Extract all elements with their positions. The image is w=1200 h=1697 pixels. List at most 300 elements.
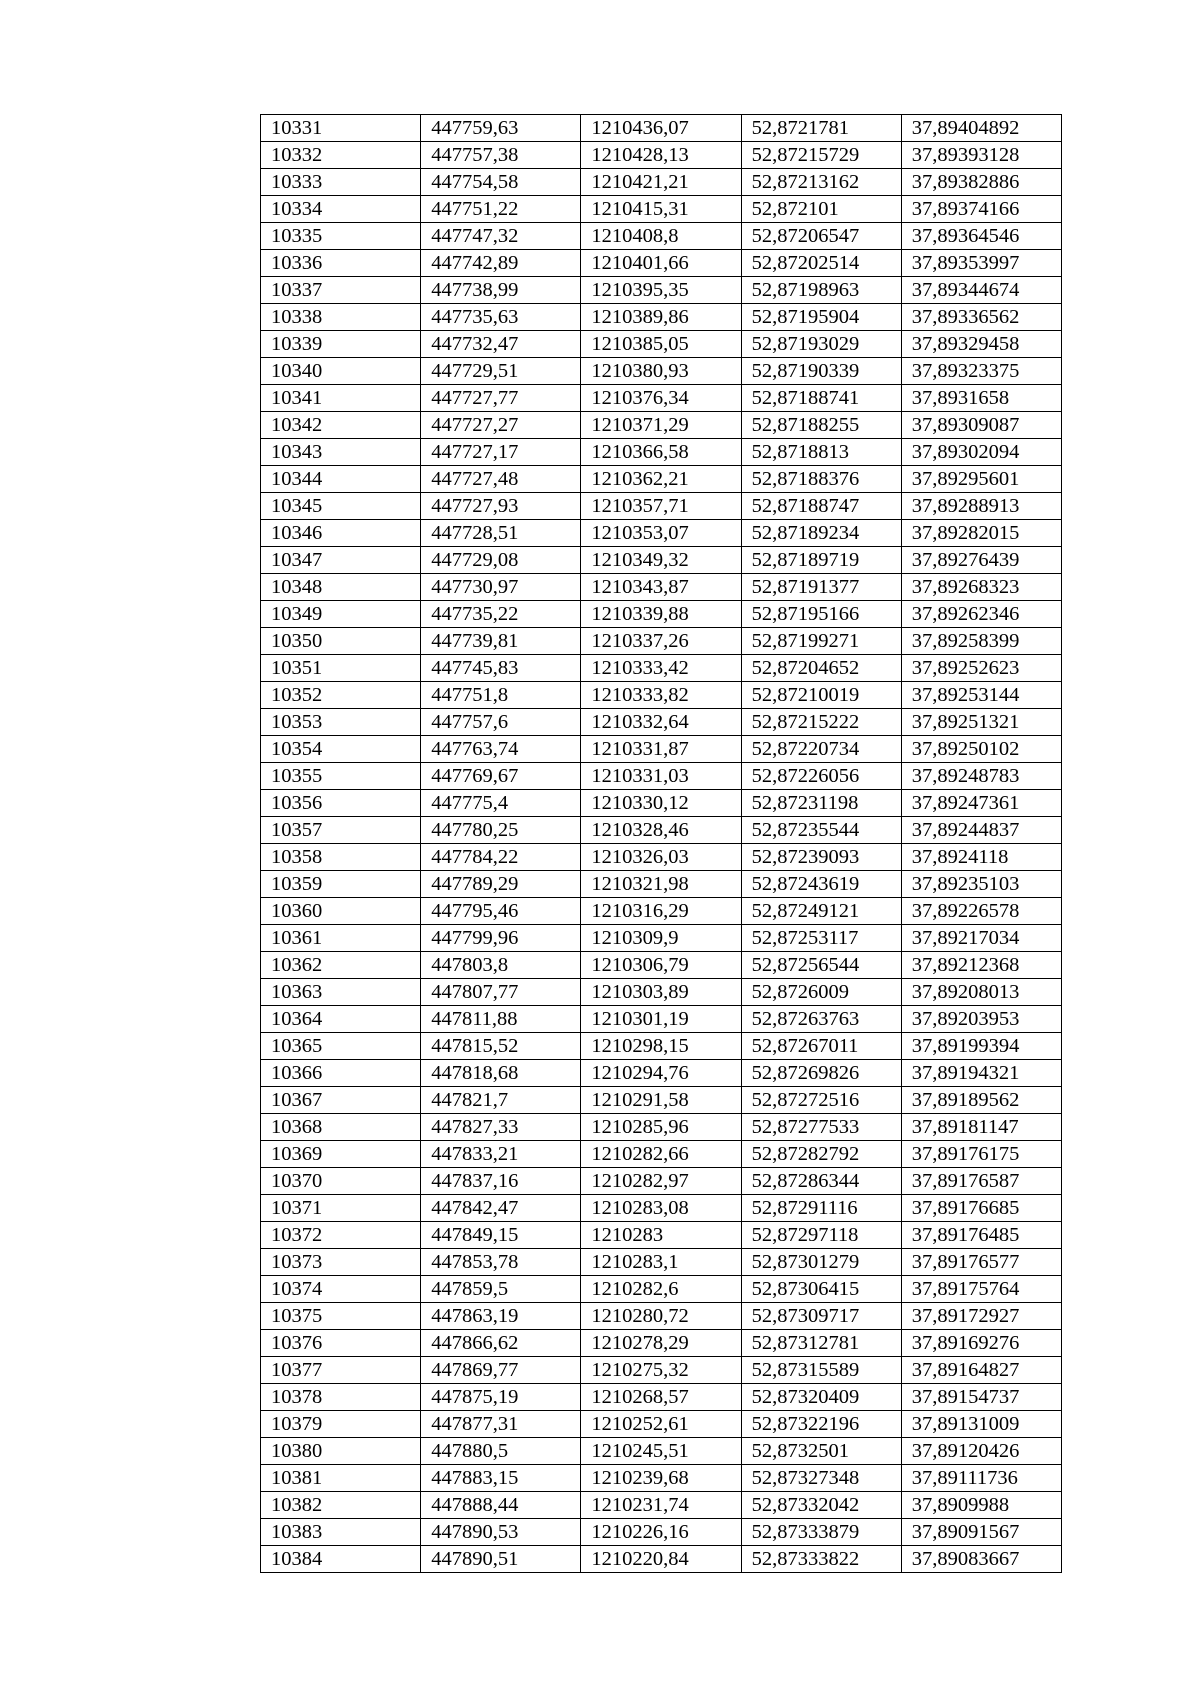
table-row: [261, 1411, 1062, 1438]
longitude-cell: 37,89323375: [901, 358, 1061, 385]
longitude-cell: 37,89288913: [901, 493, 1061, 520]
latitude-cell: 52,87263763: [741, 1006, 901, 1033]
coord-y-cell: 1210298,15: [581, 1033, 741, 1060]
latitude-cell: 52,87193029: [741, 331, 901, 358]
point-number-cell: 10369: [261, 1141, 421, 1168]
coord-y-cell: 1210385,05: [581, 331, 741, 358]
point-number-cell: 10380: [261, 1438, 421, 1465]
table-row: [261, 1222, 1062, 1249]
latitude-cell: 52,8721781: [741, 115, 901, 142]
coord-x-cell: 447780,25: [421, 817, 581, 844]
coord-y-cell: 1210401,66: [581, 250, 741, 277]
latitude-cell: 52,87312781: [741, 1330, 901, 1357]
table-row: [261, 1087, 1062, 1114]
table-row: [261, 1303, 1062, 1330]
longitude-cell: 37,89164827: [901, 1357, 1061, 1384]
coord-x-cell: 447727,27: [421, 412, 581, 439]
longitude-cell: 37,89235103: [901, 871, 1061, 898]
point-number-cell: 10335: [261, 223, 421, 250]
longitude-cell: 37,89276439: [901, 547, 1061, 574]
coord-x-cell: 447815,52: [421, 1033, 581, 1060]
coord-x-cell: 447735,22: [421, 601, 581, 628]
longitude-cell: 37,89344674: [901, 277, 1061, 304]
longitude-cell: 37,89252623: [901, 655, 1061, 682]
table-row: [261, 439, 1062, 466]
longitude-cell: 37,89253144: [901, 682, 1061, 709]
point-number-cell: 10365: [261, 1033, 421, 1060]
coord-x-cell: 447738,99: [421, 277, 581, 304]
point-number-cell: 10348: [261, 574, 421, 601]
coord-x-cell: 447789,29: [421, 871, 581, 898]
point-number-cell: 10356: [261, 790, 421, 817]
latitude-cell: 52,87210019: [741, 682, 901, 709]
coord-x-cell: 447880,5: [421, 1438, 581, 1465]
table-row: [261, 1033, 1062, 1060]
latitude-cell: 52,87199271: [741, 628, 901, 655]
latitude-cell: 52,87195166: [741, 601, 901, 628]
table-row: [261, 1492, 1062, 1519]
latitude-cell: 52,87198963: [741, 277, 901, 304]
point-number-cell: 10354: [261, 736, 421, 763]
coord-y-cell: 1210282,6: [581, 1276, 741, 1303]
point-number-cell: 10345: [261, 493, 421, 520]
point-number-cell: 10378: [261, 1384, 421, 1411]
longitude-cell: 37,89262346: [901, 601, 1061, 628]
point-number-cell: 10347: [261, 547, 421, 574]
longitude-cell: 37,89248783: [901, 763, 1061, 790]
coord-y-cell: 1210291,58: [581, 1087, 741, 1114]
coord-x-cell: 447821,7: [421, 1087, 581, 1114]
table-row: [261, 493, 1062, 520]
point-number-cell: 10368: [261, 1114, 421, 1141]
point-number-cell: 10352: [261, 682, 421, 709]
longitude-cell: 37,89309087: [901, 412, 1061, 439]
coord-y-cell: 1210362,21: [581, 466, 741, 493]
point-number-cell: 10331: [261, 115, 421, 142]
coord-x-cell: 447859,5: [421, 1276, 581, 1303]
coord-x-cell: 447730,97: [421, 574, 581, 601]
point-number-cell: 10344: [261, 466, 421, 493]
point-number-cell: 10371: [261, 1195, 421, 1222]
coord-x-cell: 447754,58: [421, 169, 581, 196]
table-row: [261, 142, 1062, 169]
point-number-cell: 10338: [261, 304, 421, 331]
coord-x-cell: 447732,47: [421, 331, 581, 358]
coord-y-cell: 1210415,31: [581, 196, 741, 223]
latitude-cell: 52,87226056: [741, 763, 901, 790]
longitude-cell: 37,89302094: [901, 439, 1061, 466]
longitude-cell: 37,89251321: [901, 709, 1061, 736]
coord-x-cell: 447795,46: [421, 898, 581, 925]
point-number-cell: 10375: [261, 1303, 421, 1330]
coord-x-cell: 447833,21: [421, 1141, 581, 1168]
latitude-cell: 52,87204652: [741, 655, 901, 682]
coord-x-cell: 447818,68: [421, 1060, 581, 1087]
coord-x-cell: 447849,15: [421, 1222, 581, 1249]
point-number-cell: 10370: [261, 1168, 421, 1195]
coord-x-cell: 447747,32: [421, 223, 581, 250]
longitude-cell: 37,89404892: [901, 115, 1061, 142]
longitude-cell: 37,89208013: [901, 979, 1061, 1006]
latitude-cell: 52,87188741: [741, 385, 901, 412]
point-number-cell: 10382: [261, 1492, 421, 1519]
longitude-cell: 37,89176485: [901, 1222, 1061, 1249]
table-row: [261, 412, 1062, 439]
latitude-cell: 52,87327348: [741, 1465, 901, 1492]
coord-y-cell: 1210421,21: [581, 169, 741, 196]
table-row: [261, 196, 1062, 223]
coord-y-cell: 1210301,19: [581, 1006, 741, 1033]
table-row: [261, 169, 1062, 196]
latitude-cell: 52,87256544: [741, 952, 901, 979]
longitude-cell: 37,89247361: [901, 790, 1061, 817]
point-number-cell: 10339: [261, 331, 421, 358]
latitude-cell: 52,87282792: [741, 1141, 901, 1168]
latitude-cell: 52,87202514: [741, 250, 901, 277]
longitude-cell: 37,89364546: [901, 223, 1061, 250]
longitude-cell: 37,89091567: [901, 1519, 1061, 1546]
coord-x-cell: 447729,51: [421, 358, 581, 385]
longitude-cell: 37,89111736: [901, 1465, 1061, 1492]
longitude-cell: 37,8909988: [901, 1492, 1061, 1519]
coordinates-table-body: [261, 115, 1062, 1573]
latitude-cell: 52,87188255: [741, 412, 901, 439]
table-row: [261, 250, 1062, 277]
coord-x-cell: 447727,93: [421, 493, 581, 520]
coord-x-cell: 447853,78: [421, 1249, 581, 1276]
coord-y-cell: 1210226,16: [581, 1519, 741, 1546]
coord-y-cell: 1210380,93: [581, 358, 741, 385]
coord-x-cell: 447869,77: [421, 1357, 581, 1384]
coord-y-cell: 1210245,51: [581, 1438, 741, 1465]
coord-y-cell: 1210309,9: [581, 925, 741, 952]
coord-y-cell: 1210428,13: [581, 142, 741, 169]
coord-y-cell: 1210337,26: [581, 628, 741, 655]
table-row: [261, 1114, 1062, 1141]
coord-x-cell: 447759,63: [421, 115, 581, 142]
latitude-cell: 52,87333879: [741, 1519, 901, 1546]
point-number-cell: 10376: [261, 1330, 421, 1357]
coord-x-cell: 447842,47: [421, 1195, 581, 1222]
latitude-cell: 52,87309717: [741, 1303, 901, 1330]
coord-y-cell: 1210330,12: [581, 790, 741, 817]
longitude-cell: 37,89393128: [901, 142, 1061, 169]
point-number-cell: 10360: [261, 898, 421, 925]
coord-x-cell: 447742,89: [421, 250, 581, 277]
longitude-cell: 37,89336562: [901, 304, 1061, 331]
table-row: [261, 574, 1062, 601]
table-row: [261, 844, 1062, 871]
coord-y-cell: 1210343,87: [581, 574, 741, 601]
latitude-cell: 52,87220734: [741, 736, 901, 763]
point-number-cell: 10343: [261, 439, 421, 466]
latitude-cell: 52,87215729: [741, 142, 901, 169]
latitude-cell: 52,87286344: [741, 1168, 901, 1195]
coord-x-cell: 447799,96: [421, 925, 581, 952]
table-row: [261, 1465, 1062, 1492]
longitude-cell: 37,89244837: [901, 817, 1061, 844]
table-row: [261, 1330, 1062, 1357]
longitude-cell: 37,89176587: [901, 1168, 1061, 1195]
latitude-cell: 52,87235544: [741, 817, 901, 844]
point-number-cell: 10357: [261, 817, 421, 844]
longitude-cell: 37,89120426: [901, 1438, 1061, 1465]
coord-y-cell: 1210285,96: [581, 1114, 741, 1141]
latitude-cell: 52,87272516: [741, 1087, 901, 1114]
point-number-cell: 10349: [261, 601, 421, 628]
coord-x-cell: 447784,22: [421, 844, 581, 871]
table-row: [261, 979, 1062, 1006]
table-row: [261, 1519, 1062, 1546]
table-row: [261, 1384, 1062, 1411]
table-row: [261, 682, 1062, 709]
coord-y-cell: 1210282,97: [581, 1168, 741, 1195]
coord-y-cell: 1210275,32: [581, 1357, 741, 1384]
point-number-cell: 10333: [261, 169, 421, 196]
coord-x-cell: 447757,38: [421, 142, 581, 169]
coord-y-cell: 1210280,72: [581, 1303, 741, 1330]
latitude-cell: 52,87188376: [741, 466, 901, 493]
point-number-cell: 10341: [261, 385, 421, 412]
latitude-cell: 52,87301279: [741, 1249, 901, 1276]
table-row: [261, 871, 1062, 898]
longitude-cell: 37,89176685: [901, 1195, 1061, 1222]
coord-x-cell: 447875,19: [421, 1384, 581, 1411]
longitude-cell: 37,89226578: [901, 898, 1061, 925]
latitude-cell: 52,87215222: [741, 709, 901, 736]
table-row: [261, 655, 1062, 682]
coord-x-cell: 447727,17: [421, 439, 581, 466]
coord-y-cell: 1210283,1: [581, 1249, 741, 1276]
table-row: [261, 520, 1062, 547]
longitude-cell: 37,89217034: [901, 925, 1061, 952]
coord-y-cell: 1210239,68: [581, 1465, 741, 1492]
coord-x-cell: 447811,88: [421, 1006, 581, 1033]
latitude-cell: 52,87243619: [741, 871, 901, 898]
coord-y-cell: 1210353,07: [581, 520, 741, 547]
latitude-cell: 52,87188747: [741, 493, 901, 520]
table-row: [261, 304, 1062, 331]
longitude-cell: 37,89199394: [901, 1033, 1061, 1060]
point-number-cell: 10359: [261, 871, 421, 898]
latitude-cell: 52,87231198: [741, 790, 901, 817]
coord-y-cell: 1210303,89: [581, 979, 741, 1006]
latitude-cell: 52,87320409: [741, 1384, 901, 1411]
table-row: [261, 1546, 1062, 1573]
table-row: [261, 763, 1062, 790]
point-number-cell: 10383: [261, 1519, 421, 1546]
point-number-cell: 10346: [261, 520, 421, 547]
point-number-cell: 10373: [261, 1249, 421, 1276]
coord-y-cell: 1210268,57: [581, 1384, 741, 1411]
table-row: [261, 1195, 1062, 1222]
longitude-cell: 37,89374166: [901, 196, 1061, 223]
latitude-cell: 52,8726009: [741, 979, 901, 1006]
latitude-cell: 52,872101: [741, 196, 901, 223]
coord-y-cell: 1210349,32: [581, 547, 741, 574]
latitude-cell: 52,87239093: [741, 844, 901, 871]
longitude-cell: 37,89175764: [901, 1276, 1061, 1303]
coord-y-cell: 1210376,34: [581, 385, 741, 412]
longitude-cell: 37,89172927: [901, 1303, 1061, 1330]
table-row: [261, 1141, 1062, 1168]
longitude-cell: 37,89212368: [901, 952, 1061, 979]
table-row: [261, 358, 1062, 385]
point-number-cell: 10363: [261, 979, 421, 1006]
table-row: [261, 817, 1062, 844]
point-number-cell: 10384: [261, 1546, 421, 1573]
longitude-cell: 37,89154737: [901, 1384, 1061, 1411]
coord-x-cell: 447751,8: [421, 682, 581, 709]
table-row: [261, 277, 1062, 304]
coord-y-cell: 1210326,03: [581, 844, 741, 871]
coord-x-cell: 447727,48: [421, 466, 581, 493]
latitude-cell: 52,87322196: [741, 1411, 901, 1438]
coord-y-cell: 1210321,98: [581, 871, 741, 898]
coord-y-cell: 1210408,8: [581, 223, 741, 250]
table-row: [261, 925, 1062, 952]
point-number-cell: 10372: [261, 1222, 421, 1249]
coord-x-cell: 447888,44: [421, 1492, 581, 1519]
latitude-cell: 52,87315589: [741, 1357, 901, 1384]
latitude-cell: 52,87195904: [741, 304, 901, 331]
coord-y-cell: 1210395,35: [581, 277, 741, 304]
latitude-cell: 52,87277533: [741, 1114, 901, 1141]
coord-y-cell: 1210339,88: [581, 601, 741, 628]
coord-x-cell: 447877,31: [421, 1411, 581, 1438]
coord-y-cell: 1210278,29: [581, 1330, 741, 1357]
coord-y-cell: 1210332,64: [581, 709, 741, 736]
latitude-cell: 52,87189719: [741, 547, 901, 574]
point-number-cell: 10374: [261, 1276, 421, 1303]
coord-y-cell: 1210331,87: [581, 736, 741, 763]
table-row: [261, 1249, 1062, 1276]
latitude-cell: 52,87253117: [741, 925, 901, 952]
longitude-cell: 37,89203953: [901, 1006, 1061, 1033]
coord-x-cell: 447728,51: [421, 520, 581, 547]
coord-x-cell: 447837,16: [421, 1168, 581, 1195]
coord-y-cell: 1210294,76: [581, 1060, 741, 1087]
coord-x-cell: 447757,6: [421, 709, 581, 736]
point-number-cell: 10336: [261, 250, 421, 277]
table-row: [261, 628, 1062, 655]
point-number-cell: 10364: [261, 1006, 421, 1033]
coord-x-cell: 447769,67: [421, 763, 581, 790]
longitude-cell: 37,89258399: [901, 628, 1061, 655]
coord-y-cell: 1210306,79: [581, 952, 741, 979]
longitude-cell: 37,89353997: [901, 250, 1061, 277]
coord-x-cell: 447729,08: [421, 547, 581, 574]
longitude-cell: 37,89282015: [901, 520, 1061, 547]
point-number-cell: 10362: [261, 952, 421, 979]
coord-x-cell: 447735,63: [421, 304, 581, 331]
latitude-cell: 52,87297118: [741, 1222, 901, 1249]
longitude-cell: 37,89329458: [901, 331, 1061, 358]
latitude-cell: 52,87191377: [741, 574, 901, 601]
table-row: [261, 1276, 1062, 1303]
table-row: [261, 1438, 1062, 1465]
point-number-cell: 10334: [261, 196, 421, 223]
coord-x-cell: 447890,53: [421, 1519, 581, 1546]
coord-x-cell: 447775,4: [421, 790, 581, 817]
latitude-cell: 52,8732501: [741, 1438, 901, 1465]
coord-y-cell: 1210252,61: [581, 1411, 741, 1438]
table-row: [261, 709, 1062, 736]
coord-y-cell: 1210220,84: [581, 1546, 741, 1573]
coord-y-cell: 1210436,07: [581, 115, 741, 142]
coord-y-cell: 1210333,42: [581, 655, 741, 682]
point-number-cell: 10366: [261, 1060, 421, 1087]
point-number-cell: 10367: [261, 1087, 421, 1114]
point-number-cell: 10353: [261, 709, 421, 736]
longitude-cell: 37,8924118: [901, 844, 1061, 871]
longitude-cell: 37,89189562: [901, 1087, 1061, 1114]
longitude-cell: 37,89176577: [901, 1249, 1061, 1276]
longitude-cell: 37,89083667: [901, 1546, 1061, 1573]
coord-y-cell: 1210283: [581, 1222, 741, 1249]
longitude-cell: 37,89169276: [901, 1330, 1061, 1357]
point-number-cell: 10377: [261, 1357, 421, 1384]
longitude-cell: 37,89176175: [901, 1141, 1061, 1168]
table-row: [261, 952, 1062, 979]
longitude-cell: 37,89131009: [901, 1411, 1061, 1438]
coord-y-cell: 1210357,71: [581, 493, 741, 520]
table-row: [261, 385, 1062, 412]
point-number-cell: 10350: [261, 628, 421, 655]
point-number-cell: 10332: [261, 142, 421, 169]
longitude-cell: 37,89382886: [901, 169, 1061, 196]
table-row: [261, 547, 1062, 574]
longitude-cell: 37,89250102: [901, 736, 1061, 763]
coord-x-cell: 447890,51: [421, 1546, 581, 1573]
longitude-cell: 37,89295601: [901, 466, 1061, 493]
point-number-cell: 10351: [261, 655, 421, 682]
point-number-cell: 10337: [261, 277, 421, 304]
coord-y-cell: 1210371,29: [581, 412, 741, 439]
latitude-cell: 52,87291116: [741, 1195, 901, 1222]
table-row: [261, 115, 1062, 142]
coord-y-cell: 1210316,29: [581, 898, 741, 925]
table-row: [261, 1006, 1062, 1033]
coord-y-cell: 1210231,74: [581, 1492, 741, 1519]
coord-x-cell: 447807,77: [421, 979, 581, 1006]
coord-y-cell: 1210328,46: [581, 817, 741, 844]
coord-x-cell: 447883,15: [421, 1465, 581, 1492]
table-row: [261, 790, 1062, 817]
longitude-cell: 37,89268323: [901, 574, 1061, 601]
coord-y-cell: 1210366,58: [581, 439, 741, 466]
point-number-cell: 10340: [261, 358, 421, 385]
coord-y-cell: 1210331,03: [581, 763, 741, 790]
coord-x-cell: 447751,22: [421, 196, 581, 223]
table-row: [261, 1168, 1062, 1195]
table-row: [261, 331, 1062, 358]
coord-x-cell: 447866,62: [421, 1330, 581, 1357]
latitude-cell: 52,87189234: [741, 520, 901, 547]
coord-x-cell: 447827,33: [421, 1114, 581, 1141]
latitude-cell: 52,87206547: [741, 223, 901, 250]
point-number-cell: 10381: [261, 1465, 421, 1492]
latitude-cell: 52,87249121: [741, 898, 901, 925]
latitude-cell: 52,87306415: [741, 1276, 901, 1303]
latitude-cell: 52,87332042: [741, 1492, 901, 1519]
table-row: [261, 601, 1062, 628]
latitude-cell: 52,87190339: [741, 358, 901, 385]
table-row: [261, 898, 1062, 925]
coord-y-cell: 1210389,86: [581, 304, 741, 331]
table-row: [261, 1060, 1062, 1087]
coord-x-cell: 447739,81: [421, 628, 581, 655]
